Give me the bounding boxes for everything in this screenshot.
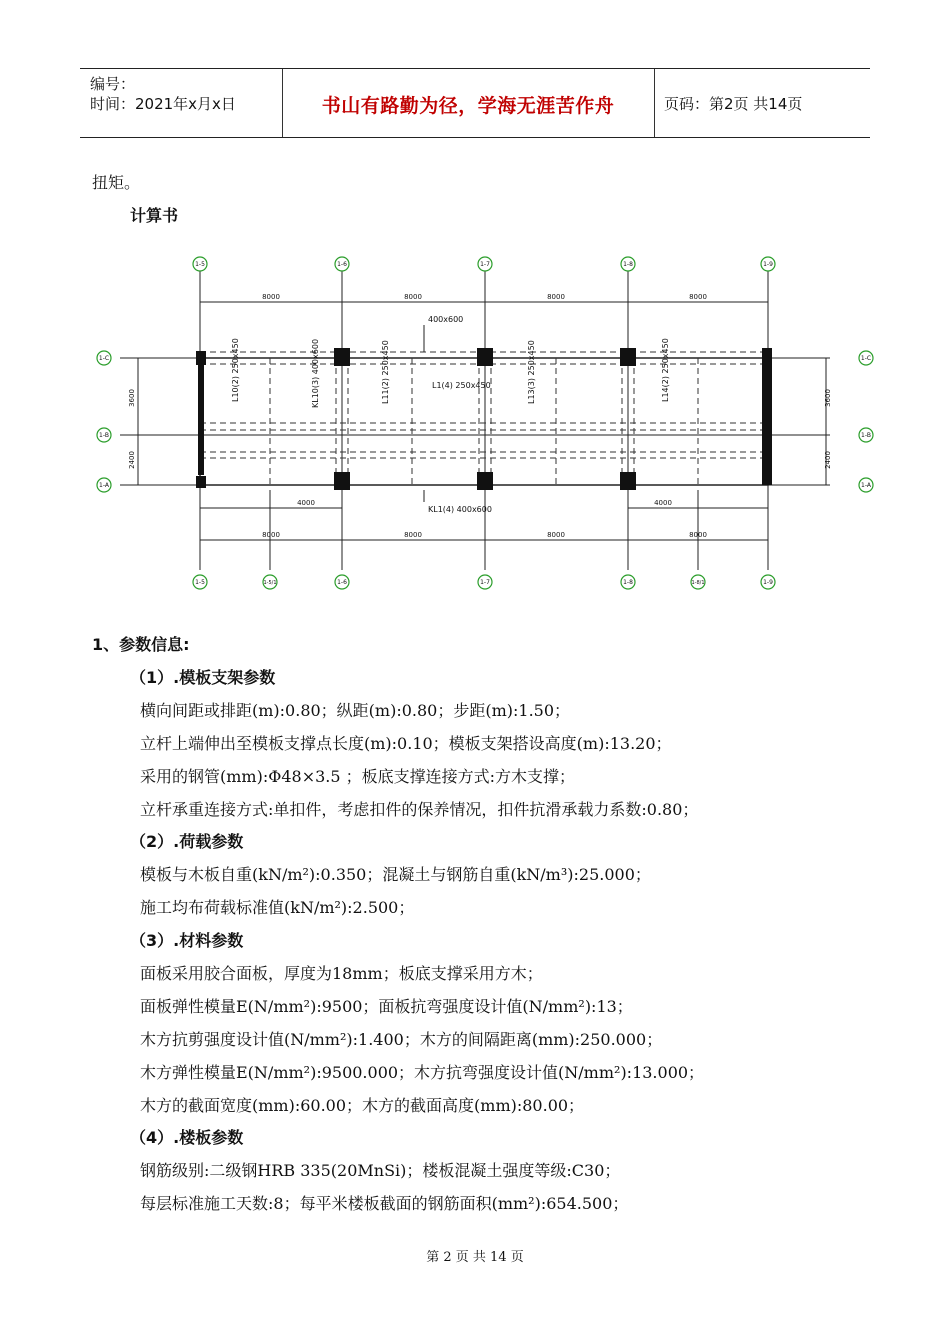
- dim-right-3600: 3600: [824, 389, 832, 407]
- axis-right-a: 1-A: [861, 482, 871, 489]
- doc-number-label: 编号：: [90, 75, 136, 93]
- dim-left-3600: 3600: [128, 389, 136, 407]
- section-1-title: 1、参数信息:: [92, 635, 190, 654]
- dim-offset-left: 4000: [297, 499, 315, 507]
- axis-bottom-2: 1-5/1: [263, 580, 277, 586]
- axis-bottom-5: 1-8: [623, 579, 633, 586]
- beam-label-l1: L1(4) 250x450: [432, 381, 491, 390]
- beam-label-l13: L13(3) 250x450: [527, 340, 536, 404]
- dim-right-2400: 2400: [824, 451, 832, 469]
- sub1-line-4: 立杆承重连接方式:单扣件，考虑扣件的保养情况，扣件抗滑承载力系数:0.80；: [140, 800, 699, 819]
- beam-label-l11: L11(2) 250x450: [381, 340, 390, 404]
- sub2-line-2: 施工均布荷载标准值(kN/m²):2.500；: [140, 898, 415, 917]
- axis-bottom-1: 1-5: [195, 579, 205, 586]
- dim-offset-right: 4000: [654, 499, 672, 507]
- beam-label-kl1: KL1(4) 400x600: [428, 505, 492, 514]
- dim-top-2: 8000: [404, 293, 422, 301]
- axis-bottom-4: 1-7: [480, 579, 490, 586]
- beam-label-l10: L10(2) 250x450: [231, 338, 240, 402]
- axis-bottom-7: 1-9: [763, 579, 773, 586]
- sub1-line-2: 立杆上端伸出至模板支撑点长度(m):0.10；模板支架搭设高度(m):13.20；: [140, 734, 672, 753]
- axis-bottom-6: 1-8/1: [691, 580, 705, 586]
- beam-label-l14: L14(2) 250x450: [661, 338, 670, 402]
- dim-bottom-4: 8000: [689, 531, 707, 539]
- sub3-title: （3）.材料参数: [130, 931, 244, 950]
- page-footer: 第 2 页 共 14 页: [426, 1250, 524, 1265]
- sub3-line-3: 木方抗剪强度设计值(N/mm²):1.400；木方的间隔距离(mm):250.000；: [140, 1030, 663, 1049]
- axis-bottom-3: 1-6: [337, 579, 347, 586]
- beam-label-top: 400x600: [428, 315, 464, 324]
- axis-top-3: 1-7: [480, 261, 490, 268]
- axis-left-b: 1-B: [99, 432, 109, 439]
- axis-top-2: 1-6: [337, 261, 347, 268]
- calc-book-title: 计算书: [130, 206, 179, 225]
- axis-top-4: 1-8: [623, 261, 633, 268]
- axis-right-c: 1-C: [860, 355, 872, 362]
- sub3-line-1: 面板采用胶合面板，厚度为18mm；板底支撑采用方木；: [140, 964, 543, 983]
- sub3-line-4: 木方弹性模量E(N/mm²):9500.000；木方抗弯强度设计值(N/mm²):13.000；: [140, 1063, 705, 1082]
- sub3-line-5: 木方的截面宽度(mm):60.00；木方的截面高度(mm):80.00；: [140, 1096, 585, 1115]
- sub1-title: （1）.模板支架参数: [130, 668, 276, 687]
- doc-time-label: 时间：2021年x月x日: [90, 95, 236, 113]
- sub4-line-2: 每层标准施工天数:8；每平米楼板截面的钢筋面积(mm²):654.500；: [140, 1194, 629, 1213]
- dim-top-4: 8000: [689, 293, 707, 301]
- dim-bottom-3: 8000: [547, 531, 565, 539]
- header-motto-cell: [282, 69, 655, 137]
- axis-top-5: 1-9: [763, 261, 773, 268]
- axis-right-b: 1-B: [861, 432, 871, 439]
- page-header: [80, 68, 870, 138]
- sub1-line-1: 横向间距或排距(m):0.80；纵距(m):0.80；步距(m):1.50；: [140, 701, 571, 720]
- dim-left-2400: 2400: [128, 451, 136, 469]
- header-page-info: 页码：第2页 共14页: [664, 95, 803, 113]
- continuation-text: 扭矩。: [92, 173, 141, 192]
- dim-top-1: 8000: [262, 293, 280, 301]
- axis-left-a: 1-A: [99, 482, 109, 489]
- beam-label-kl10: KL10(3) 400x600: [311, 338, 320, 408]
- header-motto: 书山有路勤为径，学海无涯苦作舟: [321, 95, 615, 117]
- axis-top-1: 1-5: [195, 261, 205, 268]
- dim-bottom-1: 8000: [262, 531, 280, 539]
- sub4-line-1: 钢筋级别:二级钢HRB 335(20MnSi)；楼板混凝土强度等级:C30；: [140, 1161, 621, 1180]
- sub2-title: （2）.荷载参数: [130, 832, 244, 851]
- header-page-cell: [654, 69, 870, 137]
- structural-plan-drawing: [0, 240, 950, 600]
- sub4-title: （4）.楼板参数: [130, 1128, 244, 1147]
- sub1-line-3: 采用的钢管(mm):Φ48×3.5 ；板底支撑连接方式:方木支撑；: [140, 767, 576, 786]
- dim-bottom-2: 8000: [404, 531, 422, 539]
- sub2-line-1: 模板与木板自重(kN/m²):0.350；混凝土与钢筋自重(kN/m³):25.000；: [140, 865, 651, 884]
- axis-left-c: 1-C: [98, 355, 110, 362]
- dim-top-3: 8000: [547, 293, 565, 301]
- sub3-line-2: 面板弹性模量E(N/mm²):9500；面板抗弯强度设计值(N/mm²):13；: [140, 997, 633, 1016]
- header-left-cell: [80, 69, 283, 137]
